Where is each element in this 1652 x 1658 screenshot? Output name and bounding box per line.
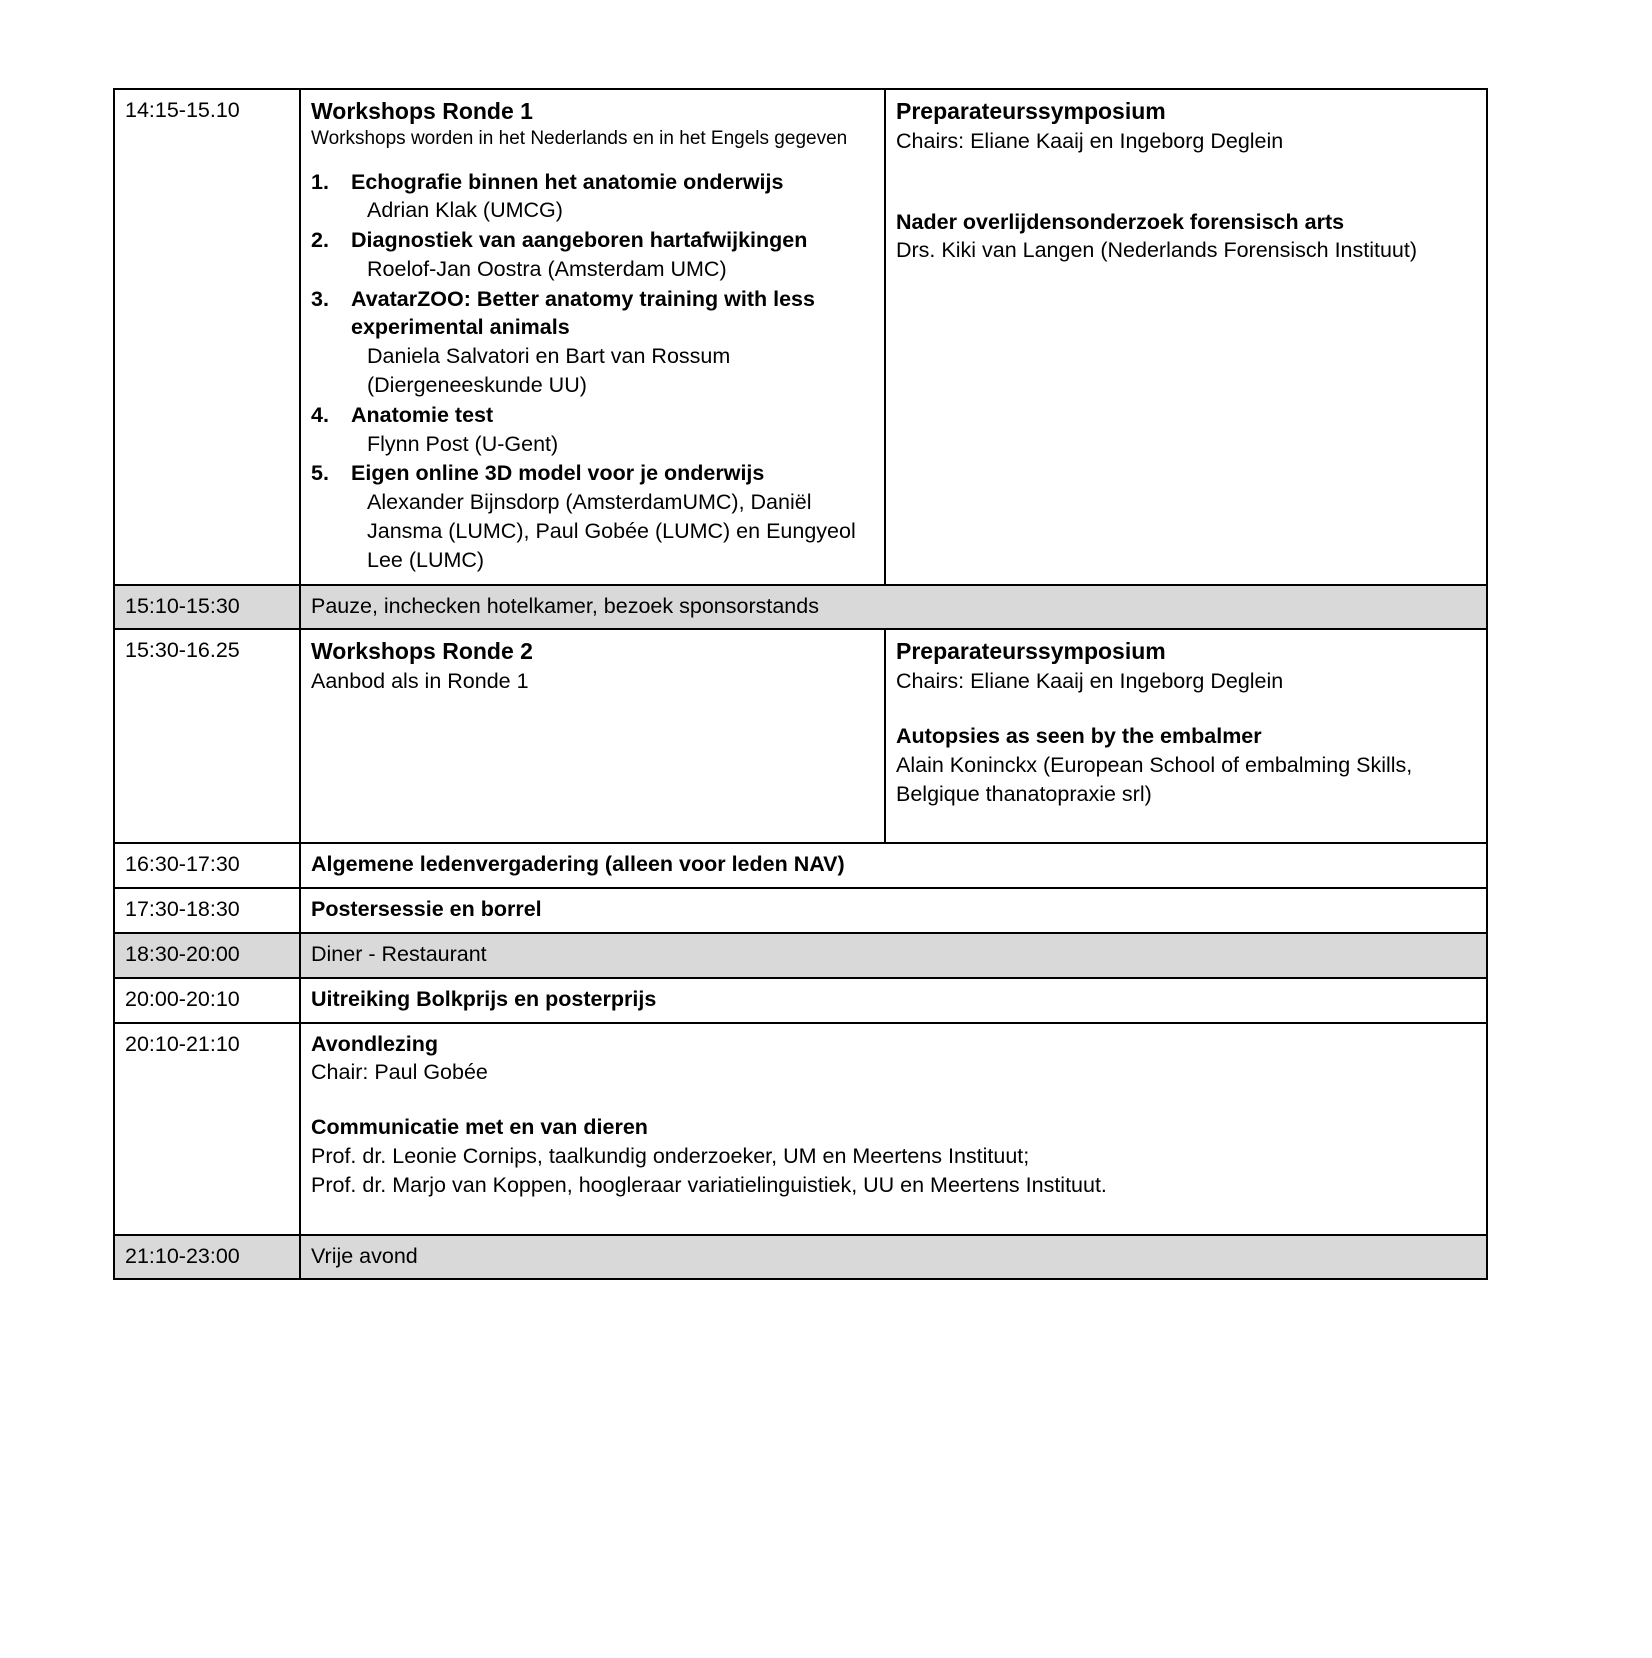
avondlezing-heading: Avondlezing bbox=[311, 1031, 439, 1056]
postersessie-cell: Postersessie en borrel bbox=[300, 888, 1487, 933]
spacer bbox=[896, 182, 1476, 208]
list-item-presenters: Adrian Klak (UMCG) bbox=[367, 198, 563, 223]
table-row bbox=[114, 1235, 1487, 1280]
workshops-list bbox=[311, 168, 874, 575]
vrije-avond-cell: Vrije avond bbox=[300, 1235, 1487, 1280]
workshops-round2-cell bbox=[300, 629, 885, 843]
row-time: 18:30-20:00 bbox=[114, 933, 300, 978]
list-item bbox=[311, 459, 874, 574]
spacer bbox=[311, 1087, 1476, 1113]
row-time: 14:15-15.10 bbox=[114, 89, 300, 585]
avondlezing-cell bbox=[300, 1023, 1487, 1235]
spacer bbox=[896, 808, 1476, 834]
preparateurssymposium-cell-1 bbox=[885, 89, 1487, 585]
schedule-table bbox=[113, 88, 1488, 1280]
diner-cell: Diner - Restaurant bbox=[300, 933, 1487, 978]
spacer bbox=[896, 696, 1476, 722]
row-time: 21:10-23:00 bbox=[114, 1235, 300, 1280]
row-time: 20:10-21:10 bbox=[114, 1023, 300, 1235]
table-row bbox=[114, 1023, 1487, 1235]
list-item-number: 3. bbox=[311, 286, 329, 311]
symposium-talk-title: Autopsies as seen by the embalmer bbox=[896, 724, 1262, 749]
table-row bbox=[114, 978, 1487, 1023]
workshops-round2-subtitle: Aanbod als in Ronde 1 bbox=[311, 669, 529, 694]
list-item-presenters: Alexander Bijnsdorp (AmsterdamUMC), Daniël Jansma (LUMC), Paul Gobée (LUMC) en Eungyeol Lee (LUMC) bbox=[367, 490, 856, 572]
symposium-talk-title: Nader overlijdensonderzoek forensisch arts bbox=[896, 209, 1345, 234]
workshops-round1-heading: Workshops Ronde 1 bbox=[311, 98, 533, 124]
symposium-heading: Preparateurssymposium bbox=[896, 638, 1166, 665]
workshops-round1-cell bbox=[300, 89, 885, 585]
list-item-title: Eigen online 3D model voor je onderwijs bbox=[351, 461, 765, 486]
preparateurssymposium-cell-2 bbox=[885, 629, 1487, 843]
list-item-title: Echografie binnen het anatomie onderwijs bbox=[351, 169, 784, 194]
list-item-presenters: Roelof-Jan Oostra (Amsterdam UMC) bbox=[367, 256, 727, 281]
avondlezing-speaker-1: Prof. dr. Leonie Cornips, taalkundig onderzoeker, UM en Meertens Instituut; bbox=[311, 1144, 1030, 1169]
row-time: 15:10-15:30 bbox=[114, 585, 300, 630]
list-item-title: Diagnostiek van aangeboren hartafwijkingen bbox=[351, 228, 808, 253]
list-item-presenters: Daniela Salvatori en Bart van Rossum (Diergeneeskunde UU) bbox=[367, 344, 731, 398]
list-item-number: 2. bbox=[311, 228, 329, 253]
table-row bbox=[114, 933, 1487, 978]
row-time: 16:30-17:30 bbox=[114, 843, 300, 888]
table-row bbox=[114, 629, 1487, 843]
avondlezing-talk-title: Communicatie met en van dieren bbox=[311, 1115, 648, 1140]
list-item-title: Anatomie test bbox=[351, 402, 494, 427]
ledenvergadering-cell: Algemene ledenvergadering (alleen voor leden NAV) bbox=[300, 843, 1487, 888]
list-item-title: AvatarZOO: Better anatomy training with less experimental animals bbox=[351, 286, 815, 340]
table-row bbox=[114, 585, 1487, 630]
row-time: 17:30-18:30 bbox=[114, 888, 300, 933]
list-item bbox=[311, 168, 874, 226]
avondlezing-chair: Chair: Paul Gobée bbox=[311, 1060, 488, 1085]
table-row bbox=[114, 888, 1487, 933]
row-time: 15:30-16.25 bbox=[114, 629, 300, 843]
symposium-talk-speaker: Alain Koninckx (European School of embalming Skills, Belgique thanatopraxie srl) bbox=[896, 752, 1413, 806]
list-item bbox=[311, 401, 874, 459]
workshops-round2-heading: Workshops Ronde 2 bbox=[311, 638, 533, 665]
workshops-round1-subtitle: Workshops worden in het Nederlands en in het Engels gegeven bbox=[311, 127, 848, 149]
list-item bbox=[311, 226, 874, 284]
list-item-number: 5. bbox=[311, 461, 329, 486]
table-row bbox=[114, 89, 1487, 585]
row-time: 20:00-20:10 bbox=[114, 978, 300, 1023]
spacer bbox=[311, 1200, 1476, 1226]
list-item bbox=[311, 285, 874, 400]
spacer bbox=[896, 156, 1476, 182]
avondlezing-speaker-2: Prof. dr. Marjo van Koppen, hoogleraar variatielinguistiek, UU en Meertens Instituut. bbox=[311, 1172, 1107, 1197]
spacer bbox=[311, 152, 874, 168]
table-row bbox=[114, 843, 1487, 888]
list-item-presenters: Flynn Post (U-Gent) bbox=[367, 431, 559, 456]
list-item-number: 4. bbox=[311, 402, 329, 427]
symposium-chairs: Chairs: Eliane Kaaij en Ingeborg Deglein bbox=[896, 128, 1284, 153]
schedule-page bbox=[113, 88, 1486, 1280]
symposium-chairs: Chairs: Eliane Kaaij en Ingeborg Deglein bbox=[896, 669, 1284, 694]
pauze-cell: Pauze, inchecken hotelkamer, bezoek sponsorstands bbox=[300, 585, 1487, 630]
symposium-heading: Preparateurssymposium bbox=[896, 98, 1166, 124]
bolkprijs-cell: Uitreiking Bolkprijs en posterprijs bbox=[300, 978, 1487, 1023]
list-item-number: 1. bbox=[311, 169, 329, 194]
symposium-talk-speaker: Drs. Kiki van Langen (Nederlands Forensisch Instituut) bbox=[896, 238, 1418, 263]
